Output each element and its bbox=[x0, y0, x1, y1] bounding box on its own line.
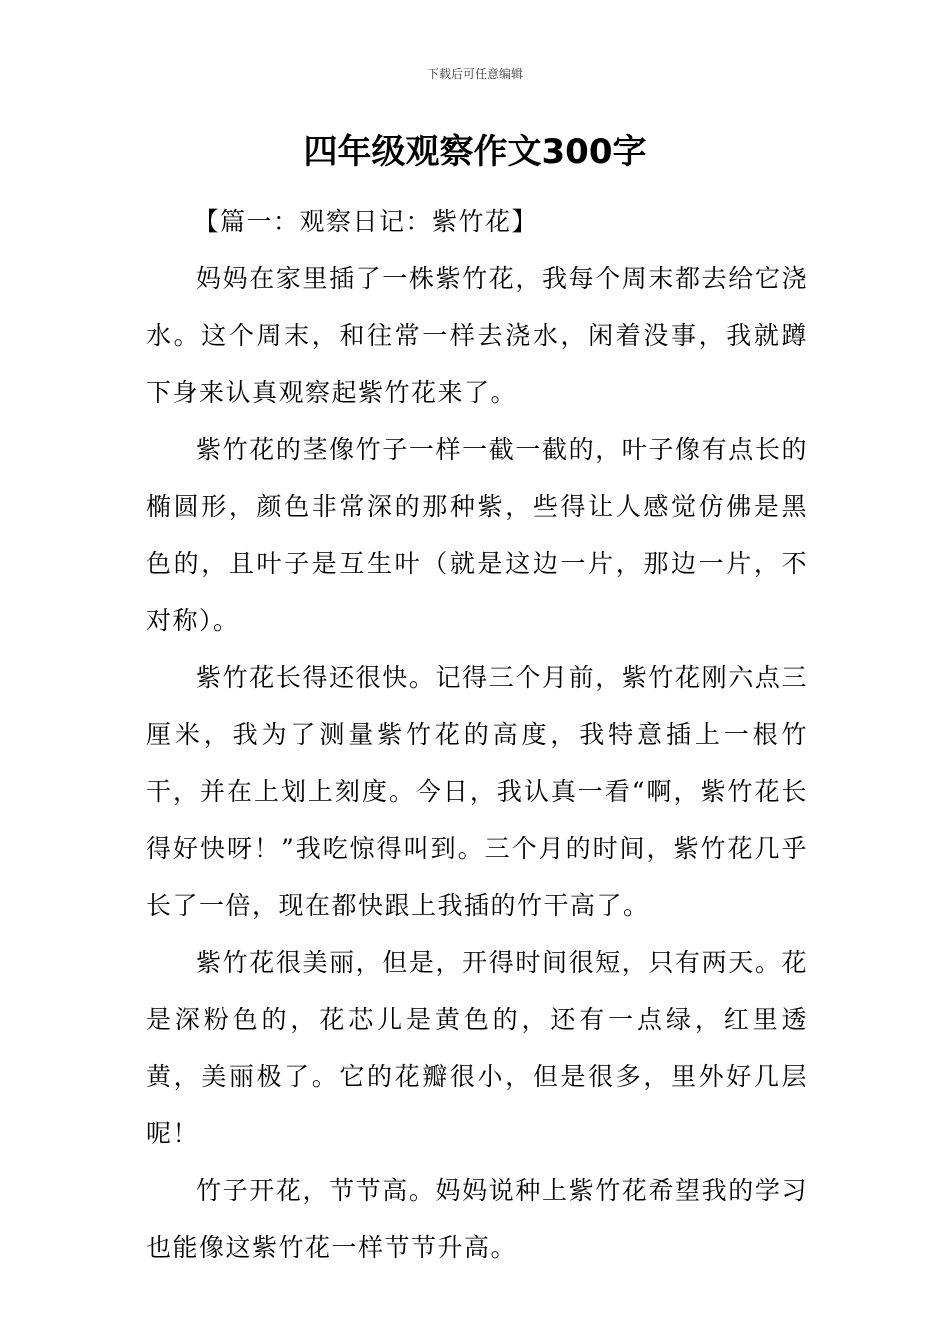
section-heading: 【篇一：观察日记：紫竹花】 bbox=[193, 207, 539, 236]
document-body bbox=[146, 193, 808, 1276]
paragraph-5: 竹子开花，节节高。妈妈说种上紫竹花希望我的学习也能像这紫竹花一样节节升高。 bbox=[146, 1176, 808, 1262]
document-title: 四年级观察作文300字 bbox=[303, 132, 647, 172]
paragraph-1: 妈妈在家里插了一株紫竹花，我每个周末都去给它浇水。这个周末，和往常一样去浇水，闲着没事，我就蹲下身来认真观察起紫竹花来了。 bbox=[146, 264, 808, 407]
paragraph-2: 紫竹花的茎像竹子一样一截一截的，叶子像有点长的椭圆形，颜色非常深的那种紫，些得让人感觉仿佛是黑色的，且叶子是互生叶（就是这边一片，那边一片，不对称）。 bbox=[146, 435, 808, 635]
header-note: 下载后可任意编辑 bbox=[426, 67, 523, 81]
paragraph-3: 紫竹花长得还很快。记得三个月前，紫竹花刚六点三厘米，我为了测量紫竹花的高度，我特意插上一根竹干，并在上划上刻度。今日，我认真一看“啊，紫竹花长得好快呀！”我吃惊得叫到。三个月的时间，紫竹花几乎长了一倍，现在都快跟上我插的竹干高了。 bbox=[146, 663, 808, 920]
paragraph-4: 紫竹花很美丽，但是，开得时间很短，只有两天。花是深粉色的，花芯儿是黄色的，还有一点绿，红里透黄，美丽极了。它的花瓣很小，但是很多，里外好几层呢！ bbox=[146, 948, 808, 1148]
